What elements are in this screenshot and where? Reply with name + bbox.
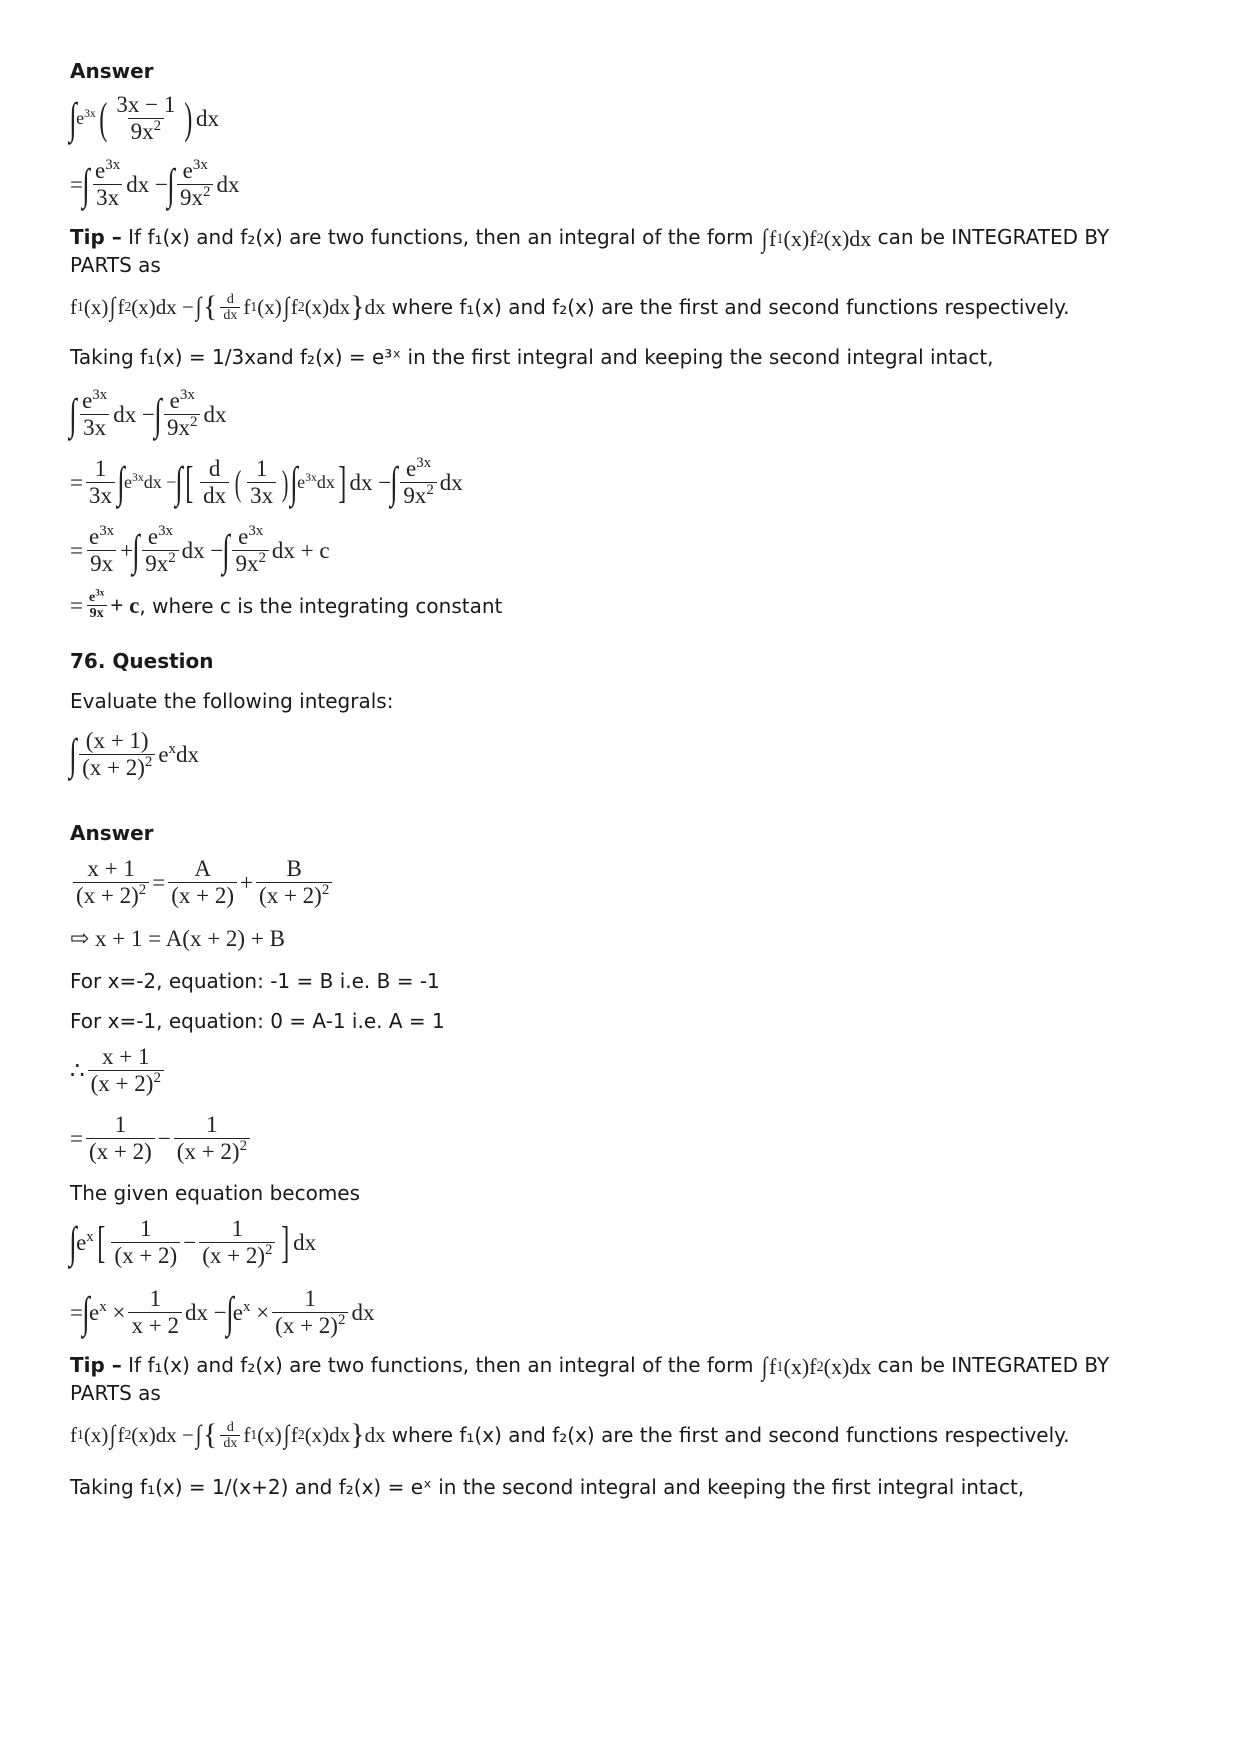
tip-text-cont: can be INTEGRATED BY bbox=[877, 225, 1110, 249]
equation-decomposed: = $\frac{1}{(x + 2)}$ − $\frac{1}{(x + 2)^2}$ bbox=[70, 1112, 253, 1165]
tip-label: Tip – bbox=[70, 1353, 122, 1377]
equation-partial-fraction: $\frac{x + 1}{(x + 2)^2}$ = $\frac{A}{(x + 2)}$ + $\frac{B}{(x + 2)^2}$ bbox=[70, 856, 335, 909]
final-result-line bbox=[70, 587, 503, 621]
tip-text-parts: PARTS as bbox=[70, 1380, 161, 1405]
equation-split-integral: = ∫ $\frac{e^{3x}}{3x}$ dx − ∫ $\frac{e^{3x}}{9x^2}$ dx bbox=[70, 157, 240, 210]
parts-formula-line bbox=[70, 290, 1069, 324]
taking-functions-line: Taking f₁(x) = 1/(x+2) and f₂(x) = eˣ in the second integral and keeping the first integral intact, bbox=[70, 1475, 1025, 1499]
equation-parts-formula: f 1 (x) ∫ f 2 (x)dx − ∫ { $\frac{d}{dx}$ f 1 (x) ∫ f 2 (x)dx } dx bbox=[70, 290, 386, 323]
tip-text-parts: PARTS as bbox=[70, 252, 161, 277]
equation-question-integral: ∫ $\frac{(x + 1)}{(x + 2)^2}$ $e^xdx$ bbox=[69, 728, 200, 780]
equation-implies: ⇨ x + 1 = A(x + 2) + B bbox=[70, 926, 285, 951]
equation-integral-form: ∫ f 1 (x)f 2 (x)dx bbox=[761, 1351, 872, 1381]
for-x-minus-1: For x=-1, equation: 0 = A-1 i.e. A = 1 bbox=[70, 1009, 445, 1033]
equation-integral-bracket: ∫ $e^x$ [ $\frac{1}{(x + 2)}$ − $\frac{1}{(x + 2)^2}$ ] dx bbox=[69, 1216, 317, 1268]
answer-heading: Answer bbox=[70, 821, 154, 845]
equation-by-parts-applied: = $\frac{1}{3x}$ ∫ $e^{3x}dx$ − ∫ [ $\frac{d}{dx}$ ( $\frac{1}{3x}$ ) ∫ $e^{3x}dx$ ] dx − ∫ $\frac{e^{3x}}{9x^2}$ dx bbox=[70, 455, 463, 508]
parts-description: where f₁(x) and f₂(x) are the first and second functions respectively. bbox=[391, 295, 1070, 319]
question-prompt: Evaluate the following integrals: bbox=[70, 689, 394, 713]
taking-functions-line: Taking f₁(x) = 1/3xand f₂(x) = e³ˣ in the first integral and keeping the second integral intact, bbox=[70, 345, 994, 369]
question-heading: 76. Question bbox=[70, 649, 214, 673]
tip-text-cont: can be INTEGRATED BY bbox=[877, 1353, 1110, 1377]
answer-heading: Answer bbox=[70, 59, 154, 83]
equation-therefore: ∴ $\frac{x + 1}{(x + 2)^2}$ bbox=[70, 1044, 167, 1097]
equation-integral-form: ∫ f 1 (x)f 2 (x)dx bbox=[761, 223, 872, 253]
for-x-minus-2: For x=-2, equation: -1 = B i.e. B = -1 bbox=[70, 969, 440, 993]
equation-parts-formula: f 1 (x) ∫ f 2 (x)dx − ∫ { $\frac{d}{dx}$ f 1 (x) ∫ f 2 (x)dx } dx bbox=[70, 1418, 386, 1451]
constant-note: , where c is the integrating constant bbox=[139, 593, 503, 618]
parts-description: where f₁(x) and f₂(x) are the first and second functions respectively. bbox=[391, 1423, 1070, 1447]
tip-text: If f₁(x) and f₂(x) are two functions, then an integral of the form bbox=[128, 225, 754, 249]
equation-integral-split-2: = ∫ $e^x$ × $\frac{1}{x + 2}$ dx − ∫ $e^x$ × $\frac{1}{(x + 2)^2}$ dx bbox=[70, 1286, 375, 1338]
tip-paragraph bbox=[70, 224, 1180, 278]
equation-final-result: = $\frac{e^{3x}}{9x}$ + c bbox=[70, 587, 140, 621]
parts-formula-line bbox=[70, 1418, 1069, 1452]
document-page bbox=[70, 0, 1180, 1755]
equation-simplified: = $\frac{e^{3x}}{9x}$ + ∫ $\frac{e^{3x}}{9x^2}$ dx − ∫ $\frac{e^{3x}}{9x^2}$ dx + c bbox=[70, 523, 330, 576]
equation-restated: ∫ $\frac{e^{3x}}{3x}$ dx − ∫ $\frac{e^{3x}}{9x^2}$ dx bbox=[69, 387, 227, 440]
given-equation-becomes: The given equation becomes bbox=[70, 1181, 361, 1205]
equation-integral-original: ∫ $e^{3x}$ ( $\frac{3x - 1}{9x^2}$ ) dx bbox=[69, 92, 220, 144]
tip-paragraph bbox=[70, 1352, 1180, 1406]
tip-label: Tip – bbox=[70, 225, 122, 249]
tip-text: If f₁(x) and f₂(x) are two functions, then an integral of the form bbox=[128, 1353, 754, 1377]
